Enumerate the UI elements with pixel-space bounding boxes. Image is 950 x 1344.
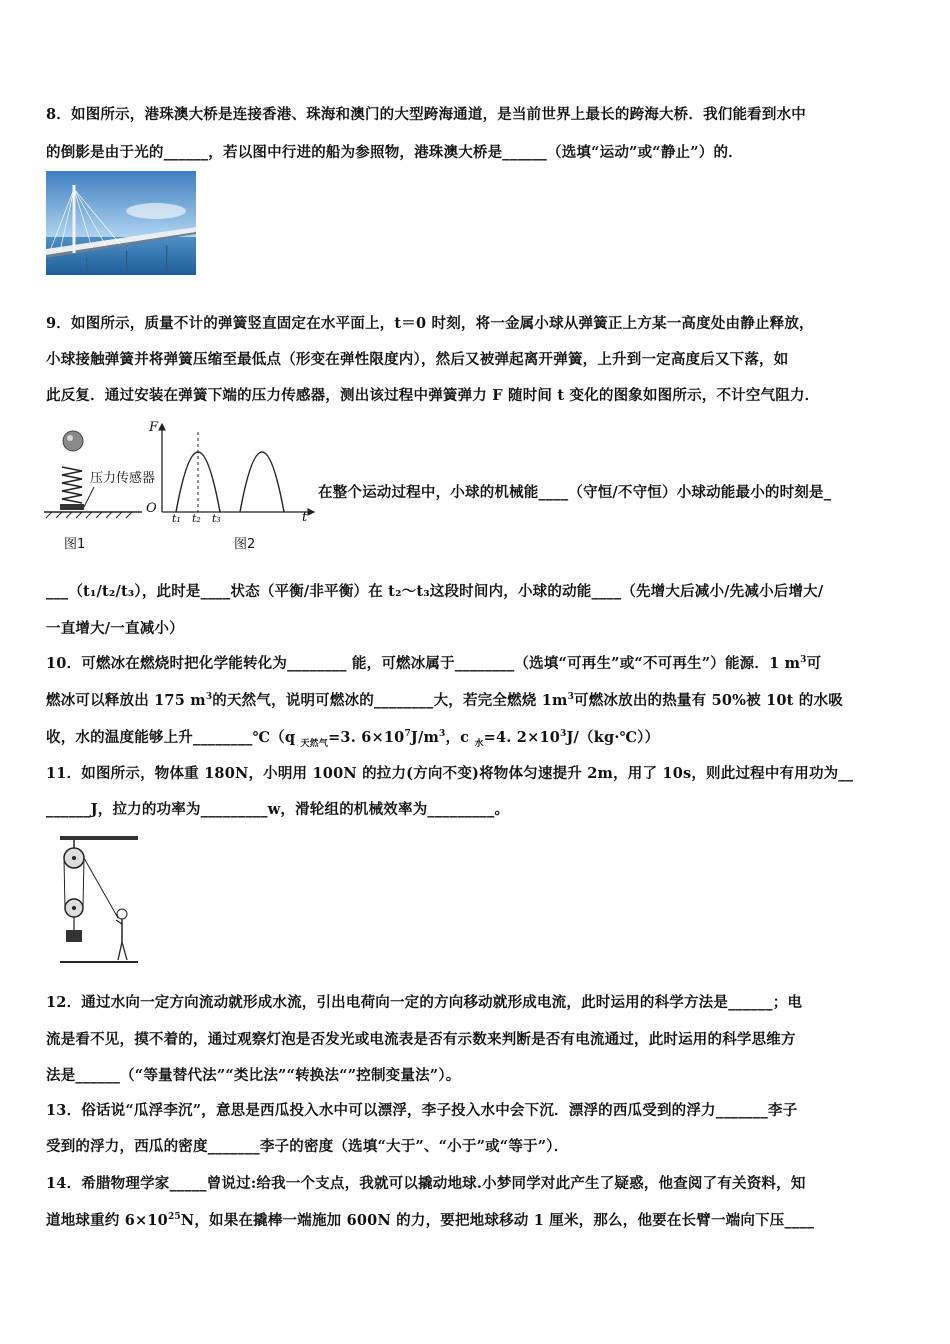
q8-line-2: 的倒影是由于光的______，若以图中行进的船为参照物，港珠澳大桥是______（选填“运动”或“静止”）的． — [46, 144, 743, 161]
q14-line-1: 14．希腊物理学家_____曾说过:给我一个支点，我就可以撬动地球.小梦同学对此产生了疑惑，他查阅了有关资料，知 — [46, 1175, 806, 1192]
axis-f-label: F — [149, 420, 159, 435]
q10-line-3-b: =3. 6×10 — [328, 729, 405, 746]
q14-line-2-a: 道地球重约 6×10 — [46, 1212, 168, 1229]
q9-line-5: 一直增大/一直减小） — [46, 620, 184, 637]
q10-sup-a: 3 — [800, 655, 807, 666]
figure-1-caption: 图1 — [64, 537, 86, 552]
q10-sub-water: 水 — [474, 738, 484, 749]
axis-t-label: t — [302, 510, 308, 525]
q10-sup-f: 3 — [560, 729, 567, 740]
q13-line-2: 受到的浮力，西瓜的密度_______李子的密度（选填“大于”、“小于”或“等于”）． — [46, 1138, 569, 1155]
q10-sup-e: 3 — [439, 729, 446, 740]
q14-line-2-b: N，如果在撬棒一端施加 600N 的力，要把地球移动 1 厘米，那么，他要在长臂一端向下压____ — [180, 1212, 815, 1229]
q10-line-2-b: 的天然气，说明可燃冰的________大，若完全燃烧 1m — [212, 692, 568, 709]
q10-sub-gas: 天然气 — [300, 738, 329, 749]
q12-line-2: 流是看不见，摸不着的，通过观察灯泡是否发光或电流表是否有示数来判断是否有电流通过，此时运用的科学思维方 — [46, 1031, 796, 1048]
figure-2-graph — [140, 418, 320, 530]
q10-line-2-a: 燃冰可以释放出 175 m — [46, 692, 206, 709]
pressure-sensor-label: 压力传感器 — [90, 471, 156, 486]
q10-sup-b: 3 — [205, 692, 213, 703]
q12-line-3: 法是______（“等量替代法”“类比法”“转换法“”控制变量法”）。 — [46, 1067, 461, 1084]
q11-line-1: 11．如图所示，物体重 180N，小明用 100N 的拉力(方向不变)将物体匀速提升 2m，用了 10s，则此过程中有用功为__ — [46, 765, 854, 782]
tick-t1-label: t₁ — [172, 512, 181, 525]
q10-line-2-c: 可燃冰放出的热量有 50%被 10t 的水吸 — [574, 692, 843, 709]
q8-line-1: 8．如图所示，港珠澳大桥是连接香港、珠海和澳门的大型跨海通道，是当前世界上最长的跨海大桥．我们能看到水中 — [46, 106, 806, 123]
q10-sup-d: 7 — [404, 729, 411, 740]
q14-sup: 25 — [167, 1212, 181, 1223]
figure-2-caption: 图2 — [234, 537, 256, 552]
q10-line-3-c: J/m — [410, 729, 440, 746]
q9-line-1: 9．如图所示，质量不计的弹簧竖直固定在水平面上，t＝0 时刻，将一金属小球从弹簧正上方某一高度处由静止释放， — [46, 315, 814, 332]
q10-line-3-e: =4. 2×10 — [483, 729, 561, 746]
q10-line-3-f: J/（kg·℃）） — [566, 729, 660, 746]
q13-line-1: 13．俗话说“瓜浮李沉”，意思是西瓜投入水中可以漂浮，李子投入水中会下沉．漂浮的西瓜受到的浮力_______李子 — [46, 1102, 798, 1119]
q10-line-1-end: 可 — [806, 655, 822, 672]
q9-line-4: ___（t₁/t₂/t₃），此时是____状态（平衡/非平衡）在 t₂～t₃这段时间内，小球的动能____（先增大后减小/先减小后增大/ — [46, 583, 824, 600]
q10-line-2 — [46, 689, 843, 710]
q9-side-text: 在整个运动过程中，小球的机械能____（守恒/不守恒）小球动能最小的时刻是_ — [318, 484, 832, 501]
q12-line-1: 12．通过水向一定方向流动就形成水流，引出电荷向一定的方向移动就形成电流，此时运用的科学方法是______；电 — [46, 994, 803, 1011]
q10-line-1 — [46, 652, 821, 673]
q10-sup-c: 3 — [567, 692, 575, 703]
q10-line-3-d: ，c — [445, 729, 475, 746]
bridge-photo — [46, 171, 196, 275]
q10-line-3 — [46, 726, 659, 749]
q10-line-3-a: 收，水的温度能够上升________℃（q — [46, 729, 301, 746]
q11-line-2: ______J，拉力的功率为_________w，滑轮组的机械效率为_________。 — [46, 801, 510, 818]
axis-origin-label: O — [146, 501, 157, 516]
q14-line-2 — [46, 1209, 814, 1230]
pulley-figure — [56, 834, 142, 968]
tick-t2-label: t₂ — [192, 512, 201, 525]
q9-line-2: 小球接触弹簧并将弹簧压缩至最低点（形变在弹性限度内），然后又被弹起离开弹簧，上升到一定高度后又下落，如 — [46, 351, 789, 368]
q9-line-3: 此反复．通过安装在弹簧下端的压力传感器，测出该过程中弹簧弹力 F 随时间 t 变化的图象如图所示，不计空气阻力． — [46, 387, 820, 404]
tick-t3-label: t₃ — [212, 512, 221, 525]
q10-line-1-text: 10．可燃冰在燃烧时把化学能转化为________ 能，可燃冰属于________（选填“可再生”或“不可再生”）能源．1 m — [46, 655, 801, 672]
